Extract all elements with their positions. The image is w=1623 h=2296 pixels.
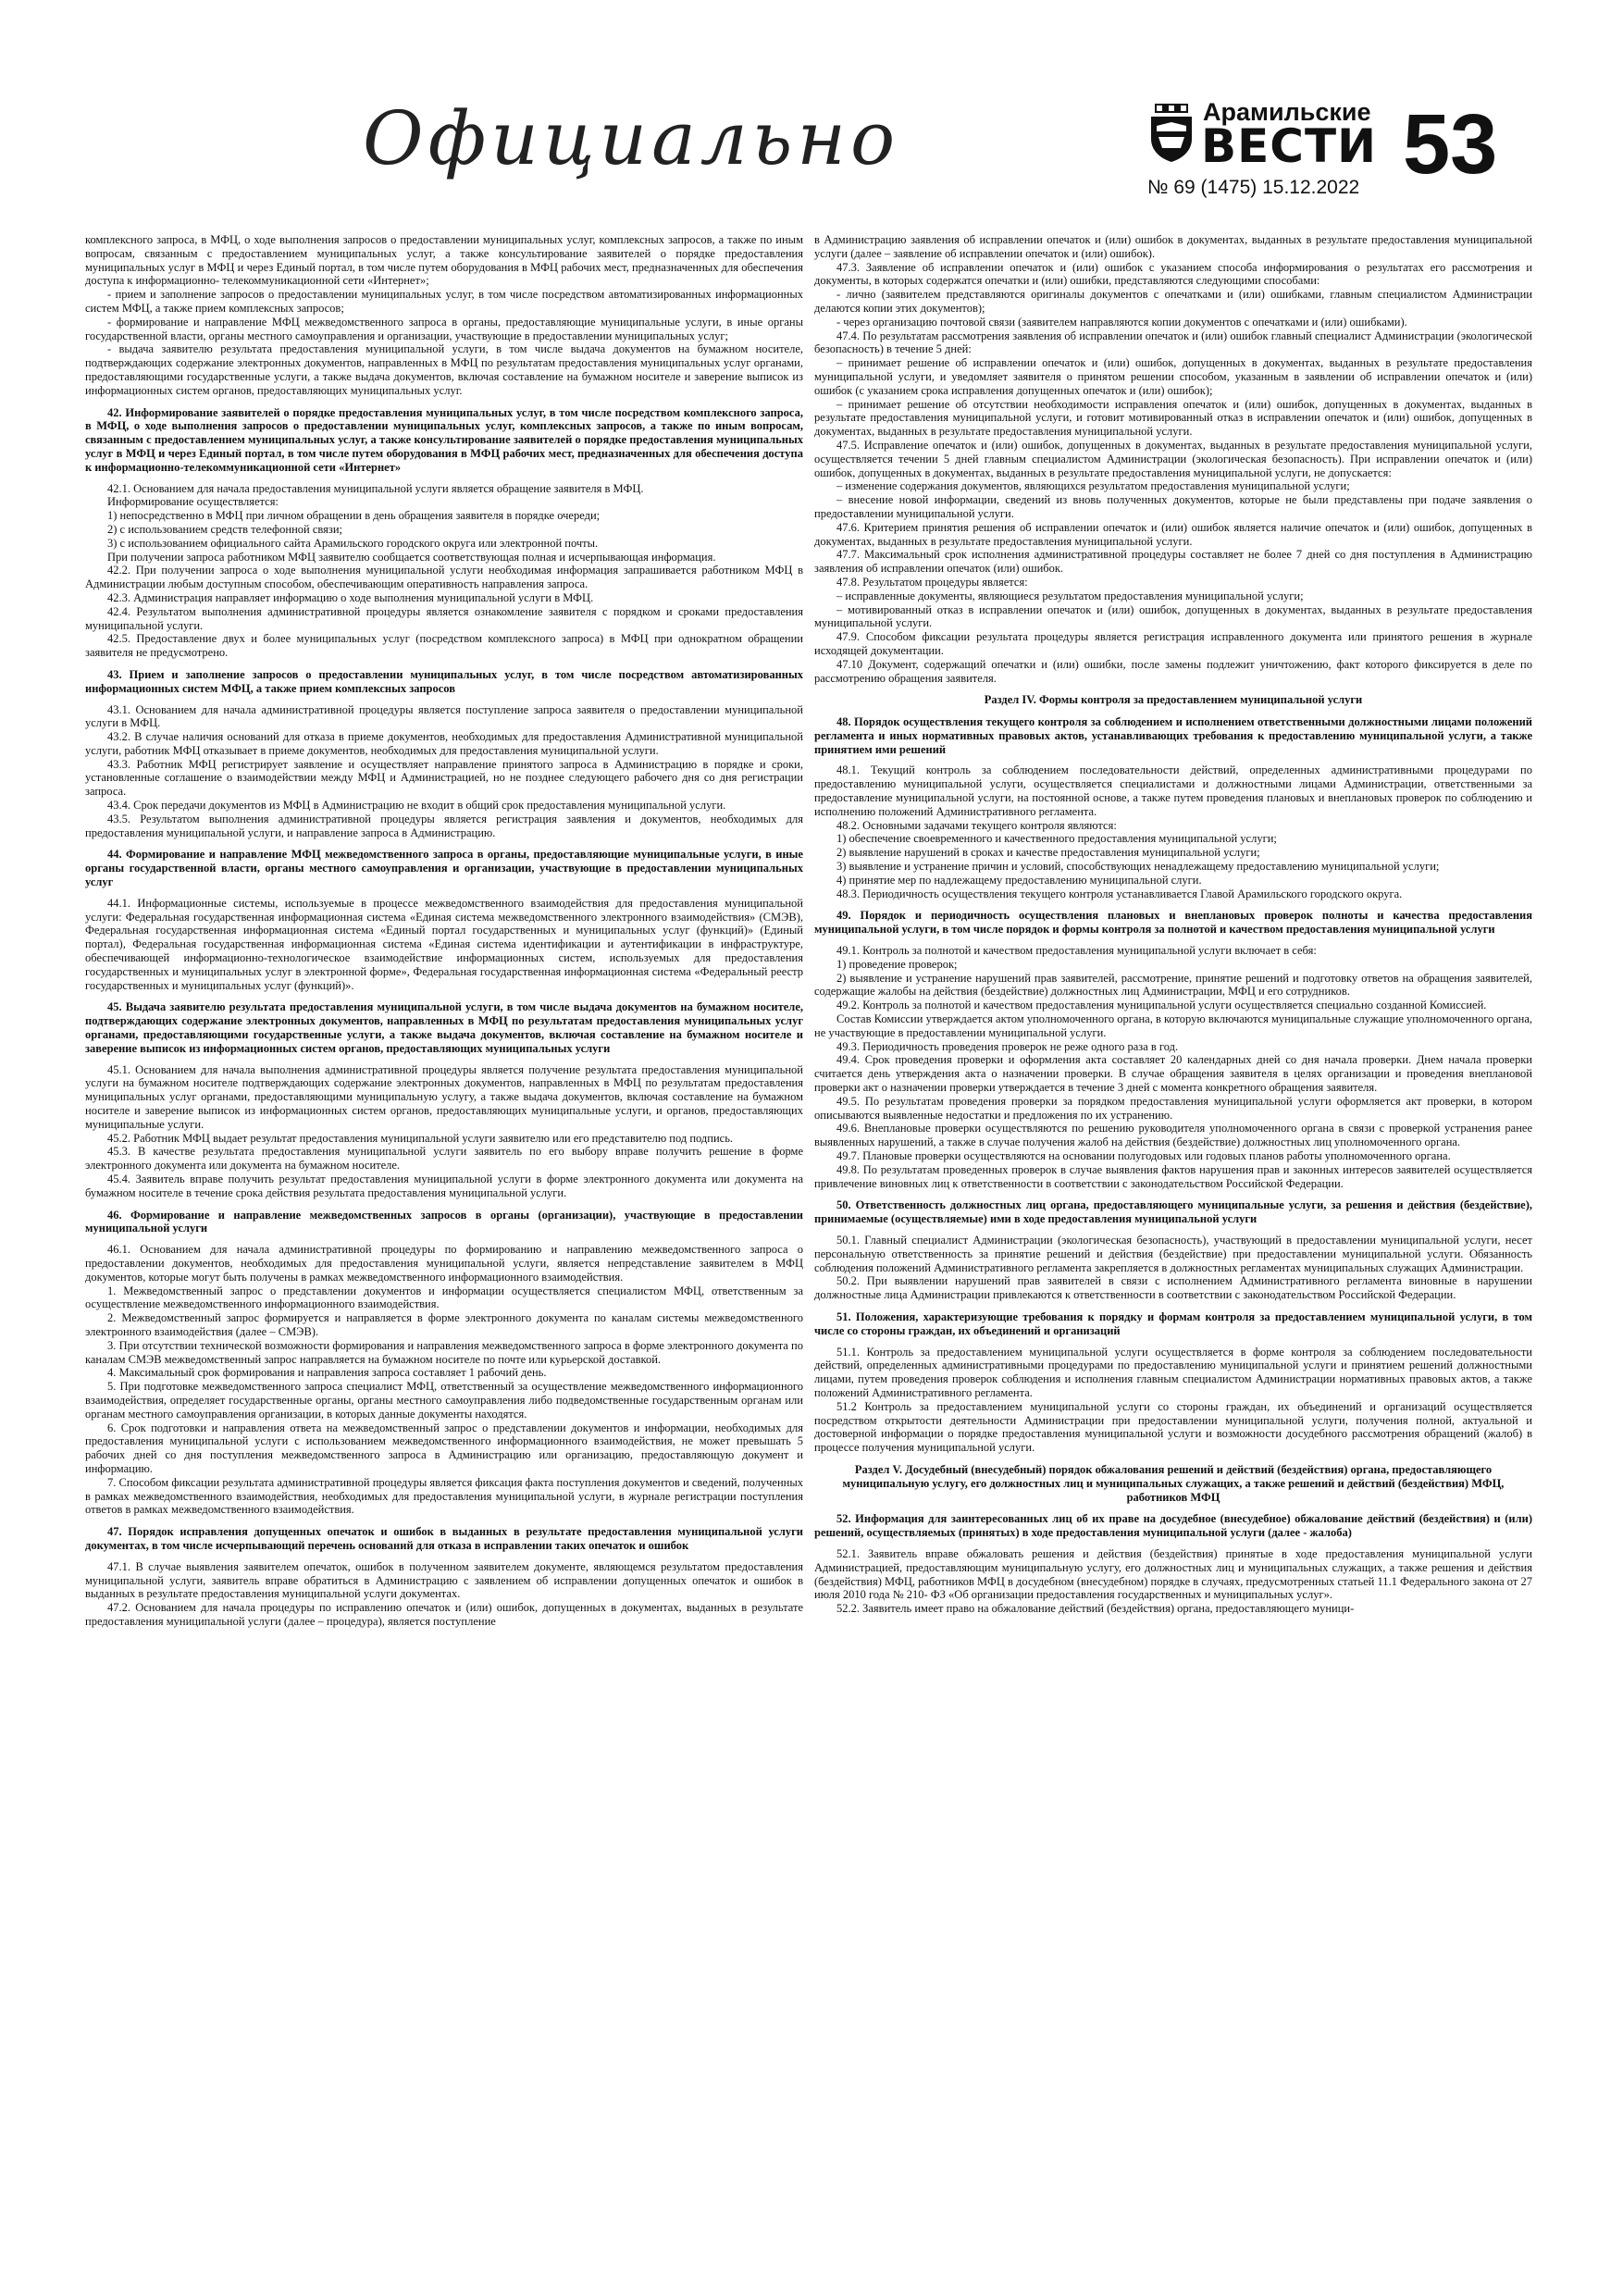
paragraph: 43.5. Результатом выполнения административной процедуры является регистрация заявления и документов, необходимых для предоставления муниципальной услуги, и направление запроса в Администрацию. bbox=[85, 812, 803, 839]
paragraph: 2. Межведомственный запрос формируется и направляется в форме электронного документа по каналам системы межведомственного электронного взаимодействия (далее – СМЭВ). bbox=[85, 1311, 803, 1338]
paragraph: 42.2. При получении запроса о ходе выполнения муниципальной услуги необходимая информация запрашивается работником МФЦ в Администрации любым доступным способом, обеспечивающим оперативность направления запроса. bbox=[85, 564, 803, 591]
paragraph: 1. Межведомственный запрос о представлении документов и информации осуществляется специалистом МФЦ, ответственным за осуществление межведомственного информационного взаимодействия. bbox=[85, 1284, 803, 1311]
article-section bbox=[85, 406, 803, 660]
paragraph: 43.3. Работник МФЦ регистрирует заявление и осуществляет направление принятого запроса в Администрацию в порядке и сроки, установленные соглашение о взаимодействии между МФЦ и Администрацией, но не позднее следующего рабочего дня со дня регистрации запроса. bbox=[85, 757, 803, 799]
paragraph: 47.2. Основанием для начала процедуры по исправлению опечаток и (или) ошибок, допущенных в документах, выданных в результате предоставления муниципальной услуги (далее – процедура), является поступление bbox=[85, 1601, 803, 1628]
article-section bbox=[814, 233, 1532, 685]
paragraph: 47.7. Максимальный срок исполнения административной процедуры составляет не более 7 дней со дня поступления в Администрацию заявления об исправлении опечаток (или) ошибок. bbox=[814, 548, 1532, 576]
article-section bbox=[85, 1209, 803, 1518]
section-heading: 42. Информирование заявителей о порядке предоставления муниципальных услуг, в том числе посредством комплексного запроса, в МФЦ, о ходе выполнения запросов о предоставлении муниципальных услуг, комплексных запросов, а также по иным вопросам, связанным с предоставлением муниципальных услуг, а также консультирование заявителей о порядке предоставления муниципальных услуг в МФЦ и через Единый портал, в том числе путем оборудования в МФЦ рабочих мест, предназначенных для обеспечения доступа к информационно-телекоммуникационной сети «Интернет» bbox=[85, 405, 803, 474]
article-section bbox=[814, 693, 1532, 707]
paragraph: 51.2 Контроль за предоставлением муниципальной услуги со стороны граждан, их объединений и организаций осуществляется посредством открытости деятельности Администрации при предоставлении муниципальной услуги, получения полной, актуальной и достоверной информации о порядке предоставления муниципальной услуги и возможности досудебного рассмотрения обращений (жалоб) в процессе получения муниципальной услуги. bbox=[814, 1399, 1532, 1455]
section-heading: Раздел IV. Формы контроля за предоставлением муниципальной услуги bbox=[984, 693, 1363, 707]
paragraph: комплексного запроса, в МФЦ, о ходе выполнения запросов о предоставлении муниципальных услуг, комплексных запросов, а также по иным вопросам, связанным с предоставлением муниципальных услуг, а также консультирование заявителей о порядке предоставления муниципальных услуг в МФЦ и через Единый портал, в том числе путем оборудования в МФЦ рабочих мест, предназначенных для обеспечения доступа к информационно- телекоммуникационной сети «Интернет»; bbox=[85, 233, 803, 288]
paragraph: 47.6. Критерием принятия решения об исправлении опечаток и (или) ошибок является наличие опечаток и (или) ошибок, допущенных в документах, выданных в результате предоставления муниципальной услуги. bbox=[814, 520, 1532, 548]
paragraph: 3. При отсутствии технической возможности формирования и направления межведомственного запроса в форме электронного документа по каналам СМЭВ межведомственный запрос направляется на бумажном носителе по почте или курьерской доставкой. bbox=[85, 1338, 803, 1366]
paragraph: 2) выявление и устранение нарушений прав заявителей, рассмотрение, принятие решений и подготовку ответов на обращения заявителей, содержащие жалобы на действия (бездействие) должностных лиц Администрации, МФЦ и его сотрудников. bbox=[814, 971, 1532, 999]
article-section bbox=[814, 1310, 1532, 1455]
paragraph: 47.10 Документ, содержащий опечатки и (или) ошибки, после замены подлежит уничтожению, факт которого фиксируется в деле по рассмотрению обращения заявителя. bbox=[814, 657, 1532, 685]
article-section bbox=[85, 1525, 803, 1629]
section-heading: 51. Положения, характеризующие требования к порядку и формам контроля за предоставлением муниципальной услуги, в том числе со стороны граждан, их объединений и организаций bbox=[814, 1309, 1532, 1337]
paragraph: 1) непосредственно в МФЦ при личном обращении в день обращения заявителя в порядке очереди; bbox=[107, 509, 601, 523]
paragraph: 49.7. Плановые проверки осуществляются на основании полугодовых или годовых планов работы уполномоченного органа. bbox=[836, 1149, 1451, 1162]
paragraph: - через организацию почтовой связи (заявителем направляются копии документов с опечатками и (или) ошибками). bbox=[836, 315, 1407, 329]
section-heading: 45. Выдача заявителю результата предоставления муниципальной услуги, в том числе выдача документов на бумажном носителе, подтверждающих содержание электронных документов, направленных в МФЦ по результатам предоставления муниципальных услуг органами, предоставляющими государственные услуги, а также выдача документов, включая составление на бумажном носителе и заверение выписок из информационных систем органов, предоставляющих муниципальных услуги bbox=[85, 1000, 803, 1055]
right-text-column bbox=[814, 233, 1532, 2277]
left-text-column bbox=[85, 233, 803, 2277]
paragraph: – исправленные документы, являющиеся результатом предоставления муниципальной услуги; bbox=[836, 589, 1304, 602]
logo-line-2: ВЕСТИ bbox=[1201, 119, 1377, 173]
paragraph: - лично (заявителем представляются оригиналы документов с опечатками и (или) ошибками, главным специалистом Администрации делаются копии этих документов); bbox=[814, 288, 1532, 315]
paragraph: – изменение содержания документов, являющихся результатом предоставления муниципальной услуги; bbox=[836, 479, 1350, 493]
paragraph: в Администрацию заявления об исправлении опечаток и (или) ошибок в документах, выданных в результате предоставления муниципальной услуги (далее – заявление об исправлении опечаток и (или) ошибок). bbox=[814, 233, 1532, 260]
logo-line-1: Арамильские bbox=[1203, 98, 1371, 126]
article-section bbox=[85, 668, 803, 840]
article-section bbox=[85, 1000, 803, 1199]
paragraph: 49.4. Срок проведения проверки и оформления акта составляет 20 календарных дней со дня начала проверки. Днем начала проверки считается день утверждения акта о назначении проверки. В случае обращения заявителя в целях организации и проведения внеплановой проверки акт о назначении проверки утверждается в течение 3 дней с момента конкретного обращения заявителя. bbox=[814, 1053, 1532, 1095]
paragraph: При получении запроса работником МФЦ заявителю сообщается соответствующая полная и исчерпывающая информация. bbox=[107, 550, 716, 564]
paragraph: 43.4. Срок передачи документов из МФЦ в Администрацию не входит в общий срок предоставления муниципальной услуги. bbox=[107, 799, 726, 813]
section-heading: 46. Формирование и направление межведомственных запросов в органы (организации), участвующие в предоставлении муниципальной услуги bbox=[85, 1208, 803, 1235]
paragraph: 47.9. Способом фиксации результата процедуры является регистрация исправленного документа или принятого решения в журнале исходящей документации. bbox=[814, 630, 1532, 657]
article-section bbox=[814, 1198, 1532, 1302]
paragraph: 50.1. Главный специалист Администрации (экологическая безопасность), участвующий в предоставлении муниципальной услуги, несет персональную ответственность за принятие решений и действия (бездействие) при предоставлении муниципальной услуги. Обязанность соблюдения положений Административного регламента закрепляется в должностных регламентах муниципальных служащих Администрации. bbox=[814, 1233, 1532, 1274]
paragraph: 50.2. При выявлении нарушений прав заявителей в связи с исполнением Административного регламента виновные в нарушении должностные лица Администрации привлекаются к ответственности в соответствии с законодательством Российской Федерации. bbox=[814, 1274, 1532, 1302]
paragraph: 43.2. В случае наличия оснований для отказа в приеме документов, необходимых для предоставления Административной муниципальной услуги, работник МФЦ отказывает в приеме документов, необходимых для предоставления муниципальной услуги. bbox=[85, 730, 803, 757]
article-section bbox=[814, 1463, 1532, 1504]
paragraph: 2) выявление нарушений в сроках и качестве предоставления муниципальной услуги; bbox=[836, 846, 1260, 860]
paragraph: 4) принятие мер по надлежащему предоставлению муниципальной слуги. bbox=[836, 873, 1202, 887]
section-heading: 50. Ответственность должностных лиц органа, предоставляющего муниципальные услуги, за решения и действия (бездействие), принимаемые (осуществляемые) ими в ходе предоставления муниципальной услуги bbox=[814, 1198, 1532, 1226]
paragraph: 49.6. Внеплановые проверки осуществляются по решению руководителя уполномоченного органа в связи с проверкой устранения ранее выявленных нарушений, а также в случае получения жалоб на действия (бездействие) должностных лиц уполномоченного органа. bbox=[814, 1122, 1532, 1149]
paragraph: 48.1. Текущий контроль за соблюдением последовательности действий, определенных административными процедурами по предоставлению муниципальной услуги, осуществляется специалистами и должностными лицами Администрации, ответственными за предоставление муниципальной услуги, на постоянной основе, а также путем проведения плановых и внеплановых проверок по соблюдению и исполнению положений Административного регламента. bbox=[814, 763, 1532, 818]
paragraph: 49.1. Контроль за полнотой и качеством предоставления муниципальной услуги включает в себя: bbox=[836, 944, 1317, 958]
paragraph: 3) выявление и устранение причин и условий, способствующих ненадлежащему предоставлению муниципальной услуги; bbox=[836, 860, 1440, 874]
section-heading: Раздел V. Досудебный (внесудебный) порядок обжалования решений и действий (бездействия) органа, предоставляющего муниципальную услугу, его должностных лиц и муниципальных служащих, а также решений и действий (бездействия) МФЦ, работников МФЦ bbox=[842, 1462, 1505, 1504]
city-emblem-icon bbox=[1147, 104, 1196, 163]
section-name: Официально bbox=[363, 95, 900, 181]
paragraph: 51.1. Контроль за предоставлением муниципальной услуги осуществляется в форме контроля за соблюдением последовательности действий, определенных административными процедурами по предоставлению муниципальной услуги и принятием решений должностными лицами, путем проведения проверок соблюдения и исполнения главным специалистом Администрации нормативных правовых актов, а также положений Административного регламента. bbox=[814, 1345, 1532, 1399]
section-heading: 44. Формирование и направление МФЦ межведомственного запроса в органы, предоставляющие муниципальные услуги, в иные органы государственной власти, органы местного самоуправления и организации, участвующие в предоставлении муниципальных услуг bbox=[85, 848, 803, 889]
paragraph: 48.3. Периодичность осуществления текущего контроля устанавливается Главой Арамильского городского округа. bbox=[836, 887, 1403, 900]
paragraph: 2) с использованием средств телефонной связи; bbox=[107, 522, 342, 536]
paragraph: 52.2. Заявитель имеет право на обжалование действий (бездействия) органа, предоставляющего муници- bbox=[836, 1602, 1355, 1616]
section-heading: 52. Информация для заинтересованных лиц об их праве на досудебное (внесудебное) обжалование действий (бездействия) и (или) решений, осуществляемых (принятых) в ходе предоставления муниципальной услуги (далее - жалоба) bbox=[814, 1512, 1532, 1540]
paragraph: 45.1. Основанием для начала выполнения административной процедуры является получение результата предоставления муниципальной услуги на бумажном носителе подтверждающих содержание электронных документов, направленных в МФЦ по результатам предоставления муниципальных услуг органами, предоставляющими муниципальную услугу, а также выдача документов, включая составление на бумажном носителе и заверение выписок из информационных систем органов, предоставляющих муниципальные услуги, и органов, предоставляющих муниципальные услуги. bbox=[85, 1062, 803, 1131]
paragraph: 47.3. Заявление об исправлении опечаток и (или) ошибок с указанием способа информирования о результатах его рассмотрения и документы, в которых содержатся опечатки и (или) ошибки, представляются следующими способами: bbox=[814, 260, 1532, 288]
paragraph: 49.3. Периодичность проведения проверок не реже одного раза в год. bbox=[836, 1039, 1179, 1053]
article-section bbox=[814, 1512, 1532, 1616]
paragraph: 46.1. Основанием для начала административной процедуры по формированию и направлению межведомственного запроса о предоставлении документов, необходимых для предоставления муниципальной услуги, является непредставление заявителем в МФЦ документов, которые могут быть получены в рамках межведомственного информационного взаимодействия. bbox=[85, 1243, 803, 1284]
paragraph: 1) обеспечение своевременного и качественного предоставления муниципальной услуги; bbox=[836, 832, 1277, 846]
paragraph: 45.3. В качестве результата предоставления муниципальной услуги заявитель по его выбору вправе получить решение в форме электронного документа или документа на бумажном носителе. bbox=[85, 1145, 803, 1173]
paragraph: 47.5. Исправление опечаток и (или) ошибок, допущенных в документах, выданных в результате предоставления муниципальной услуги, осуществляется течении 5 дней главным специалистом Администрации (экологическая безопасность). При исправлении опечаток и (или) ошибок, допущенных в документах, выданных в результате предоставления муниципальной услуги, не допускается: bbox=[814, 438, 1532, 479]
paragraph: 42.5. Предоставление двух и более муниципальных услуг (посредством комплексного запроса) в МФЦ при однократном обращении заявителя не предусмотрено. bbox=[85, 632, 803, 660]
masthead bbox=[0, 0, 1623, 222]
paragraph: – принимает решение об исправлении опечаток и (или) ошибок, допущенных в документах, выданных в результате предоставления муниципальной услуги, и уведомляет заявителя о принятом решении способом, указанным в заявлении об исправлении опечаток и (или) ошибок (с указанием срока исправления допущенных опечаток и (или) ошибок); bbox=[814, 356, 1532, 397]
article-section bbox=[814, 715, 1532, 900]
paragraph: 3) с использованием официального сайта Арамильского городского округа или электронной почты. bbox=[107, 536, 599, 550]
paragraph: - формирование и направление МФЦ межведомственного запроса в органы, предоставляющие муниципальные услуги, в иные органы государственной власти, органы местного самоуправления и организации, участвующие в предоставлении муниципальных услуг; bbox=[85, 315, 803, 342]
section-heading: 48. Порядок осуществления текущего контроля за соблюдением и исполнением ответственными должностными лицами положений регламента и иных нормативных правовых актов, устанавливающих требования к предоставлению муниципальной услуги, а также принятием ими решений bbox=[814, 715, 1532, 756]
paragraph: 42.4. Результатом выполнения административной процедуры является ознакомление заявителя с порядком и сроками предоставления муниципальной услуги. bbox=[85, 604, 803, 632]
newspaper-logo bbox=[1147, 98, 1377, 181]
paragraph: – мотивированный отказ в исправлении опечаток и (или) ошибок, допущенных в документах, выданных в результате предоставления муниципальной услуги. bbox=[814, 602, 1532, 630]
article-section bbox=[85, 848, 803, 992]
section-heading: 43. Прием и заполнение запросов о предоставлении муниципальных услуг, в том числе посредством автоматизированных информационных систем МФЦ, а также прием комплексных запросов bbox=[85, 667, 803, 695]
paragraph: – внесение новой информации, сведений из вновь полученных документов, которые не были представлены при подаче заявления о предоставлении муниципальной услуги. bbox=[814, 493, 1532, 520]
article-section bbox=[85, 233, 803, 398]
paragraph: 1) проведение проверок; bbox=[836, 957, 958, 971]
paragraph: 49.5. По результатам проведения проверки за порядком предоставления муниципальной услуги оформляется акт проверки, в котором описываются выявленные недостатки и предложения по их устранению. bbox=[814, 1094, 1532, 1122]
paragraph: Информирование осуществляется: bbox=[107, 495, 279, 509]
paragraph: – принимает решение об отсутствии необходимости исправления опечаток и (или) ошибок, допущенных в документах, выданных в результате предоставления муниципальной услуги, и готовит мотивированный отказ в исправлении опечаток и (или) ошибок, допущенных в документах, выданных в результате предоставления муниципальной услуги. bbox=[814, 397, 1532, 439]
paragraph: - прием и заполнение запросов о предоставлении муниципальных услуг, в том числе посредством автоматизированных информационных систем МФЦ, а также прием комплексных запросов; bbox=[85, 288, 803, 315]
paragraph: 49.2. Контроль за полнотой и качеством предоставления муниципальной услуги осуществляется специально созданной Комиссией. bbox=[836, 999, 1487, 1012]
paragraph: 43.1. Основанием для начала административной процедуры является поступление запроса заявителя о предоставлении муниципальной услуги в МФЦ. bbox=[85, 702, 803, 730]
paragraph: 52.1. Заявитель вправе обжаловать решения и действия (бездействия) принятые в ходе предоставления муниципальной услуги Администрацией, предоставляющим муниципальную услугу, его должностных лиц и муниципальных служащих, а также решения и действия (бездействия) МФЦ, работников МФЦ в досудебном (внесудебном) порядке в случаях, предусмотренных статьей 11.1 Федерального закона от 27 июля 2010 года № 210- ФЗ «Об организации предоставления государственных и муниципальных услуг». bbox=[814, 1546, 1532, 1602]
article-section bbox=[814, 909, 1532, 1190]
paragraph: 42.1. Основанием для начала предоставления муниципальной услуги является обращение заявителя в МФЦ. bbox=[107, 481, 644, 495]
paragraph: 47.8. Результатом процедуры является: bbox=[836, 575, 1028, 589]
paragraph: 47.1. В случае выявления заявителем опечаток, ошибок в полученном заявителем документе, являющемся результатом предоставления муниципальной услуги, заявитель вправе обратиться в Администрацию с заявлением об исправлении допущенных опечаток и ошибок в выданных в результате предоставления муниципальной услуги документах. bbox=[85, 1559, 803, 1601]
paragraph: 5. При подготовке межведомственного запроса специалист МФЦ, ответственный за осуществление межведомственного информационного взаимодействия, определяет государственные органы, органы местного самоуправления либо подведомственные государственным органам или органам местного самоуправления организации, в которых данные документы находятся. bbox=[85, 1380, 803, 1421]
page-number: 53 bbox=[1403, 97, 1498, 192]
section-heading: 47. Порядок исправления допущенных опечаток и ошибок в выданных в результате предоставления муниципальной услуги документах, в том числе исчерпывающий перечень оснований для отказа в исправлении таких опечаток и ошибок bbox=[85, 1525, 803, 1552]
section-heading: 49. Порядок и периодичность осуществления плановых и внеплановых проверок полноты и качества предоставления муниципальной услуги, в том числе порядок и формы контроля за полнотой и качеством предоставления муниципальной услуги bbox=[814, 909, 1532, 937]
paragraph: 7. Способом фиксации результата административной процедуры является фиксация факта поступления документов и сведений, полученных в рамках межведомственного взаимодействия, необходимых для предоставления муниципальной услуги, в журнале регистрации поступления ответов в рамках межведомственного взаимодействия. bbox=[85, 1475, 803, 1517]
paragraph: Состав Комиссии утверждается актом уполномоченного органа, в которую включаются муниципальные служащие уполномоченного органа, не участвующие в предоставлении муниципальной услуги. bbox=[814, 1012, 1532, 1039]
paragraph: 49.8. По результатам проведенных проверок в случае выявления фактов нарушения прав и законных интересов заявителей осуществляется привлечение виновных лиц к ответственности в соответствии с законодательством Российской Федерации. bbox=[814, 1162, 1532, 1190]
paragraph: 47.4. По результатам рассмотрения заявления об исправлении опечаток и (или) ошибок главный специалист Администрации (экологической безопасность) в течение 5 дней: bbox=[814, 329, 1532, 356]
paragraph: 45.4. Заявитель вправе получить результат предоставления муниципальной услуги в форме электронного документа или документа на бумажном носителе в течение срока действия результата предоставления муниципальной услуги. bbox=[85, 1173, 803, 1199]
paragraph: 45.2. Работник МФЦ выдает результат предоставления муниципальной услуги заявителю или его представителю под подпись. bbox=[107, 1131, 734, 1145]
paragraph: 44.1. Информационные системы, используемые в процессе межведомственного взаимодействия для предоставления муниципальной услуги: Федеральная государственная информационная система «Единая система межведомственного электронного взаимодействия» (СМЭВ), Федеральная государственная информационная система «Единый портал государственных и муниципальных услуг (функций)» (Единый портал), Федеральная государственная информационная система «Единая система идентификации и аутентификации в инфраструктуре, обеспечивающей информационно-технологическое взаимодействие информационных систем, используемых для предоставления государственных и муниципальных услуг в электронной форме», Федеральная государственная информационная система «Федеральный реестр государственных и муниципальных услуг (функций)». bbox=[85, 896, 803, 992]
paragraph: 48.2. Основными задачами текущего контроля являются: bbox=[836, 818, 1117, 832]
issue-number-date: № 69 (1475) 15.12.2022 bbox=[1147, 177, 1360, 198]
paragraph: 4. Максимальный срок формирования и направления запроса составляет 1 рабочий день. bbox=[107, 1366, 547, 1380]
paragraph: 42.3. Администрация направляет информацию о ходе выполнения муниципальной услуги в МФЦ. bbox=[107, 590, 594, 604]
paragraph: 6. Срок подготовки и направления ответа на межведомственный запрос о представлении документов и информации, необходимых для предоставления муниципальной услуги с использованием межведомственного информационного взаимодействия, не может превышать 5 рабочих дней со дня поступления межведомственного запроса в Администрацию или организацию, предоставляющую документ и информацию. bbox=[85, 1421, 803, 1475]
paragraph: - выдача заявителю результата предоставления муниципальной услуги, в том числе выдача документов на бумажном носителе, подтверждающих содержание электронных документов, направленных в МФЦ по результатам предоставления муниципальных услуг органами, предоставляющими государственные услуги, а также выдача документов, включая составление на бумажном носителе и заверение выписок из информационных систем органов, предоставляющих муниципальных услуг. bbox=[85, 342, 803, 397]
